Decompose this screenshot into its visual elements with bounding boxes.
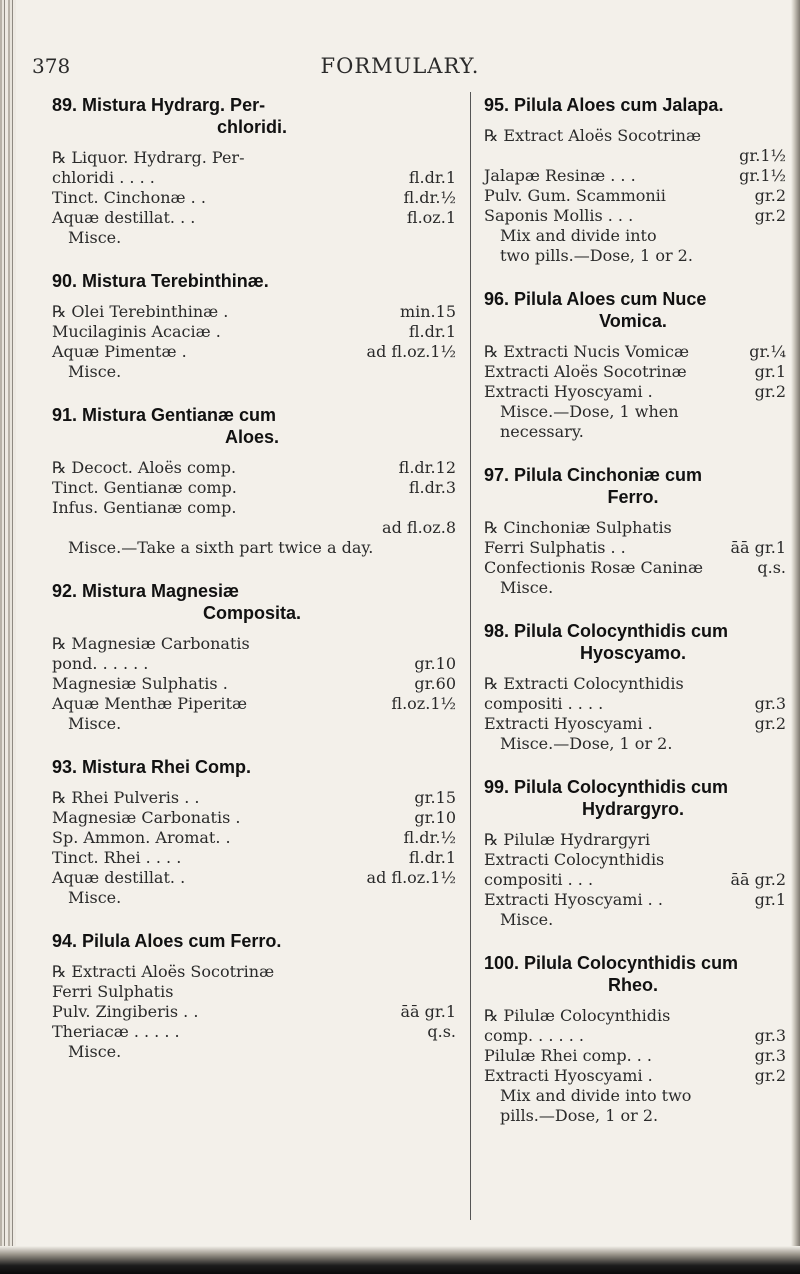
ingredient-line: [52, 188, 456, 208]
ingredient-line: [484, 382, 786, 402]
ingredient-line: [484, 226, 786, 246]
ingredient-line: [52, 302, 456, 322]
recipe-direction: necessary.: [500, 422, 584, 441]
ingredient-name: Aquæ Menthæ Piperitæ: [52, 694, 248, 713]
ingredient-line: [52, 654, 456, 674]
ingredient-name: Infus. Gentianæ comp.: [52, 498, 237, 517]
ingredient-line: [52, 634, 456, 654]
recipe-heading: [484, 952, 786, 996]
ingredient-name: Pulv. Zingiberis . .: [52, 1002, 199, 1021]
recipe-heading-continuation: Hyoscyamo.: [579, 643, 687, 663]
ingredient-name: Mix and divide into: [500, 226, 657, 245]
ingredient-name: ℞ Extracti Aloës Socotrinæ: [52, 962, 275, 981]
ingredient-name: Misce.—Dose, 1 or 2.: [500, 734, 673, 753]
ingredient-line: [484, 402, 786, 422]
ingredient-name: compositi . . . .: [484, 694, 604, 713]
ingredient-line: [484, 910, 786, 930]
ingredient-name: Mix and divide into two: [500, 1086, 692, 1105]
recipe-entry: [484, 464, 786, 598]
ingredient-quantity: gr.2: [754, 714, 786, 733]
ingredient-line: [52, 828, 456, 848]
recipe-heading: [484, 620, 786, 664]
recipe-entry: [52, 930, 456, 1062]
ingredient-line: [484, 1006, 786, 1026]
ingredient-line: [52, 498, 456, 518]
ingredient-line: [484, 714, 786, 734]
ingredient-line: [484, 518, 786, 538]
ingredient-name: Misce.: [500, 578, 554, 597]
ingredient-name: Extracti Aloës Socotrinæ: [484, 362, 687, 381]
ingredient-name: Mucilaginis Acaciæ .: [52, 322, 221, 341]
recipe-direction: Misce.—Take a sixth part twice a day.: [68, 538, 374, 557]
ingredient-name: ℞ Cinchoniæ Sulphatis: [484, 518, 672, 537]
ingredient-line: [484, 166, 786, 186]
recipe-heading-continuation: Vomica.: [599, 311, 667, 331]
ingredient-line: [52, 1022, 456, 1042]
recipe-heading-text: 89. Mistura Hydrarg. Per-: [52, 95, 266, 115]
ingredient-line: [52, 848, 456, 868]
ingredient-name: ℞ Magnesiæ Carbonatis: [52, 634, 250, 653]
page-binding-edge: [0, 0, 16, 1274]
ingredient-line: [52, 962, 456, 982]
recipe-heading: [52, 930, 456, 952]
left-column: [52, 94, 456, 1084]
ingredient-name: Misce.: [68, 362, 122, 381]
recipe-direction: pills.—Dose, 1 or 2.: [500, 1106, 659, 1125]
ingredient-line: [484, 1046, 786, 1066]
ingredient-line: [52, 518, 456, 538]
ingredient-name: chloridi . . . .: [52, 168, 155, 187]
ingredient-line: [52, 362, 456, 382]
ingredient-line: [52, 478, 456, 498]
recipe-entry: [484, 776, 786, 930]
recipe-heading-continuation: chloridi.: [216, 117, 287, 137]
ingredient-name: Extracti Hyoscyami . .: [484, 890, 663, 909]
ingredient-name: Extracti Hyoscyami .: [484, 714, 653, 733]
ingredient-line: [52, 674, 456, 694]
ingredient-line: [52, 208, 456, 228]
recipe-heading-continuation: Rheo.: [607, 975, 658, 995]
recipe-heading-text: 91. Mistura Gentianæ cum: [52, 405, 277, 425]
ingredient-quantity: ad fl.oz.1½: [366, 868, 456, 887]
recipe-heading-text: 97. Pilula Cinchoniæ cum: [484, 465, 703, 485]
ingredient-name: Aquæ Pimentæ .: [52, 342, 187, 361]
ingredient-name: Pulv. Gum. Scammonii: [484, 186, 666, 205]
ingredient-name: Tinct. Gentianæ comp.: [52, 478, 237, 497]
ingredient-line: [52, 888, 456, 908]
ingredient-quantity: fl.dr.1: [408, 848, 456, 867]
ingredient-line: [52, 808, 456, 828]
ingredient-line: [484, 538, 786, 558]
recipe-heading: [52, 404, 456, 448]
ingredient-line: [52, 342, 456, 362]
ingredient-quantity: fl.dr.1: [408, 322, 456, 341]
ingredient-line: [484, 578, 786, 598]
ingredient-line: [484, 558, 786, 578]
ingredient-name: ℞ Extracti Colocynthidis: [484, 674, 684, 693]
ingredient-line: [484, 146, 786, 166]
ingredient-quantity: ad fl.oz.1½: [366, 342, 456, 361]
ingredient-name: Tinct. Rhei . . . .: [52, 848, 182, 867]
ingredient-quantity: gr.3: [754, 1046, 786, 1065]
ingredient-quantity: āā gr.2: [730, 870, 786, 889]
ingredient-quantity: fl.dr.½: [403, 828, 456, 847]
recipe-heading-text: 95. Pilula Aloes cum Jalapa.: [484, 95, 724, 115]
ingredient-line: [484, 734, 786, 754]
recipe-entry: [52, 580, 456, 734]
ingredient-name: Ferri Sulphatis: [52, 982, 174, 1001]
ingredient-name: Aquæ destillat. .: [52, 868, 186, 887]
ingredient-quantity: fl.dr.3: [408, 478, 456, 497]
ingredient-name: Misce.: [68, 888, 122, 907]
recipe-entry: [484, 94, 786, 266]
ingredient-quantity: fl.dr.1: [408, 168, 456, 187]
ingredient-line: [52, 694, 456, 714]
recipe-heading-continuation: Ferro.: [607, 487, 659, 507]
ingredient-name: ℞ Extracti Nucis Vomicæ: [484, 342, 690, 361]
recipe-heading-text: 96. Pilula Aloes cum Nuce: [484, 289, 707, 309]
recipe-direction: two pills.—Dose, 1 or 2.: [500, 246, 693, 265]
ingredient-line: [484, 890, 786, 910]
ingredient-name: Aquæ destillat. . .: [52, 208, 196, 227]
ingredient-name: Ferri Sulphatis . .: [484, 538, 626, 557]
ingredient-line: [484, 206, 786, 226]
ingredient-name: Misce.: [68, 228, 122, 247]
ingredient-line: [484, 342, 786, 362]
ingredient-line: [52, 1002, 456, 1022]
ingredient-quantity: āā gr.1: [400, 1002, 456, 1021]
ingredient-quantity: gr.2: [754, 382, 786, 401]
ingredient-quantity: gr.¼: [749, 342, 786, 361]
ingredient-quantity: gr.2: [754, 186, 786, 205]
page-bottom-shadow: [0, 1246, 800, 1274]
ingredient-line: [484, 1066, 786, 1086]
ingredient-line: [52, 168, 456, 188]
ingredient-line: [52, 868, 456, 888]
ingredient-line: [52, 322, 456, 342]
ingredient-quantity: fl.dr.12: [398, 458, 456, 477]
ingredient-name: ℞ Rhei Pulveris . .: [52, 788, 200, 807]
ingredient-name: pond. . . . . .: [52, 654, 149, 673]
ingredient-quantity: gr.3: [754, 694, 786, 713]
ingredient-name: Misce.: [68, 1042, 122, 1061]
recipe-heading-text: 94. Pilula Aloes cum Ferro.: [52, 931, 282, 951]
ingredient-quantity: gr.15: [414, 788, 456, 807]
recipe-heading-continuation: Composita.: [202, 603, 301, 623]
ingredient-name: Sp. Ammon. Aromat. .: [52, 828, 231, 847]
ingredient-line: [52, 148, 456, 168]
recipe-heading-continuation: Aloes.: [224, 427, 280, 447]
recipe-entry: [484, 288, 786, 442]
ingredient-line: [52, 458, 456, 478]
ingredient-quantity: fl.dr.½: [403, 188, 456, 207]
page-number: 378: [32, 54, 71, 78]
ingredient-quantity: q.s.: [757, 558, 786, 577]
recipe-heading-text: 100. Pilula Colocynthidis cum: [484, 953, 739, 973]
ingredient-name: Saponis Mollis . . .: [484, 206, 634, 225]
recipe-heading: [52, 94, 456, 138]
ingredient-name: ℞ Decoct. Aloës comp.: [52, 458, 237, 477]
ingredient-quantity: gr.2: [754, 1066, 786, 1085]
ingredient-quantity: ad fl.oz.8: [382, 518, 456, 537]
recipe-heading: [52, 580, 456, 624]
recipe-entry: [484, 620, 786, 754]
ingredient-quantity: gr.3: [754, 1026, 786, 1045]
column-divider: [470, 92, 471, 1220]
ingredient-name: comp. . . . . .: [484, 1026, 584, 1045]
ingredient-quantity: gr.60: [414, 674, 456, 693]
ingredient-quantity: gr.1½: [739, 146, 786, 165]
ingredient-line: [484, 186, 786, 206]
recipe-heading: [484, 464, 786, 508]
ingredient-line: [52, 788, 456, 808]
page-right-edge: [791, 0, 800, 1274]
recipe-heading-text: 90. Mistura Terebinthinæ.: [52, 271, 269, 291]
recipe-heading-text: 93. Mistura Rhei Comp.: [52, 757, 252, 777]
ingredient-name: Magnesiæ Sulphatis .: [52, 674, 228, 693]
ingredient-name: Extracti Colocynthidis: [484, 850, 665, 869]
ingredient-line: [484, 1026, 786, 1046]
ingredient-line: [52, 982, 456, 1002]
recipe-entry: [484, 952, 786, 1126]
right-column: [484, 94, 786, 1148]
ingredient-name: Pilulæ Rhei comp. . .: [484, 1046, 653, 1065]
ingredient-name: Theriacæ . . . . .: [52, 1022, 180, 1041]
ingredient-quantity: gr.1: [754, 362, 786, 381]
ingredient-line: [484, 830, 786, 850]
recipe-heading-text: 99. Pilula Colocynthidis cum: [484, 777, 729, 797]
ingredient-quantity: fl.oz.1½: [391, 694, 456, 713]
recipe-entry: [52, 404, 456, 558]
ingredient-name: Misce.—Dose, 1 when: [500, 402, 679, 421]
ingredient-name: Misce.: [500, 910, 554, 929]
ingredient-name: Tinct. Cinchonæ . .: [52, 188, 206, 207]
ingredient-name: ℞ Pilulæ Colocynthidis: [484, 1006, 671, 1025]
recipe-entry: [52, 270, 456, 382]
ingredient-name: ℞ Extract Aloës Socotrinæ: [484, 126, 702, 145]
ingredient-name: Confectionis Rosæ Caninæ: [484, 558, 703, 577]
page-header: [0, 54, 800, 78]
ingredient-name: Magnesiæ Carbonatis .: [52, 808, 241, 827]
ingredient-line: [52, 1042, 456, 1062]
ingredient-line: [484, 674, 786, 694]
ingredient-line: [484, 1086, 786, 1106]
ingredient-quantity: min.15: [399, 302, 456, 321]
ingredient-line: [52, 228, 456, 248]
ingredient-line: [484, 362, 786, 382]
ingredient-name: Extracti Hyoscyami .: [484, 382, 653, 401]
ingredient-name: ℞ Liquor. Hydrarg. Per-: [52, 148, 245, 167]
ingredient-name: Extracti Hyoscyami .: [484, 1066, 653, 1085]
ingredient-quantity: fl.oz.1: [406, 208, 456, 227]
ingredient-name: Jalapæ Resinæ . . .: [484, 166, 636, 185]
ingredient-quantity: gr.1½: [739, 166, 786, 185]
recipe-heading-continuation: Hydrargyro.: [581, 799, 685, 819]
ingredient-quantity: gr.10: [414, 808, 456, 827]
ingredient-name: Misce.: [68, 714, 122, 733]
recipe-heading: [484, 288, 786, 332]
ingredient-name: ℞ Olei Terebinthinæ .: [52, 302, 229, 321]
recipe-entry: [52, 94, 456, 248]
ingredient-quantity: q.s.: [427, 1022, 456, 1041]
recipe-entry: [52, 756, 456, 908]
recipe-heading-text: 98. Pilula Colocynthidis cum: [484, 621, 729, 641]
running-title: FORMULARY.: [320, 54, 480, 78]
recipe-heading: [484, 94, 786, 116]
ingredient-line: [484, 870, 786, 890]
ingredient-line: [484, 694, 786, 714]
ingredient-line: [484, 850, 786, 870]
ingredient-quantity: gr.1: [754, 890, 786, 909]
ingredient-line: [52, 714, 456, 734]
ingredient-quantity: gr.10: [414, 654, 456, 673]
ingredient-quantity: āā gr.1: [730, 538, 786, 557]
recipe-heading: [484, 776, 786, 820]
recipe-heading: [52, 756, 456, 778]
recipe-heading: [52, 270, 456, 292]
ingredient-name: compositi . . .: [484, 870, 594, 889]
ingredient-quantity: gr.2: [754, 206, 786, 225]
ingredient-name: ℞ Pilulæ Hydrargyri: [484, 830, 651, 849]
recipe-heading-text: 92. Mistura Magnesiæ: [52, 581, 240, 601]
ingredient-line: [484, 126, 786, 146]
